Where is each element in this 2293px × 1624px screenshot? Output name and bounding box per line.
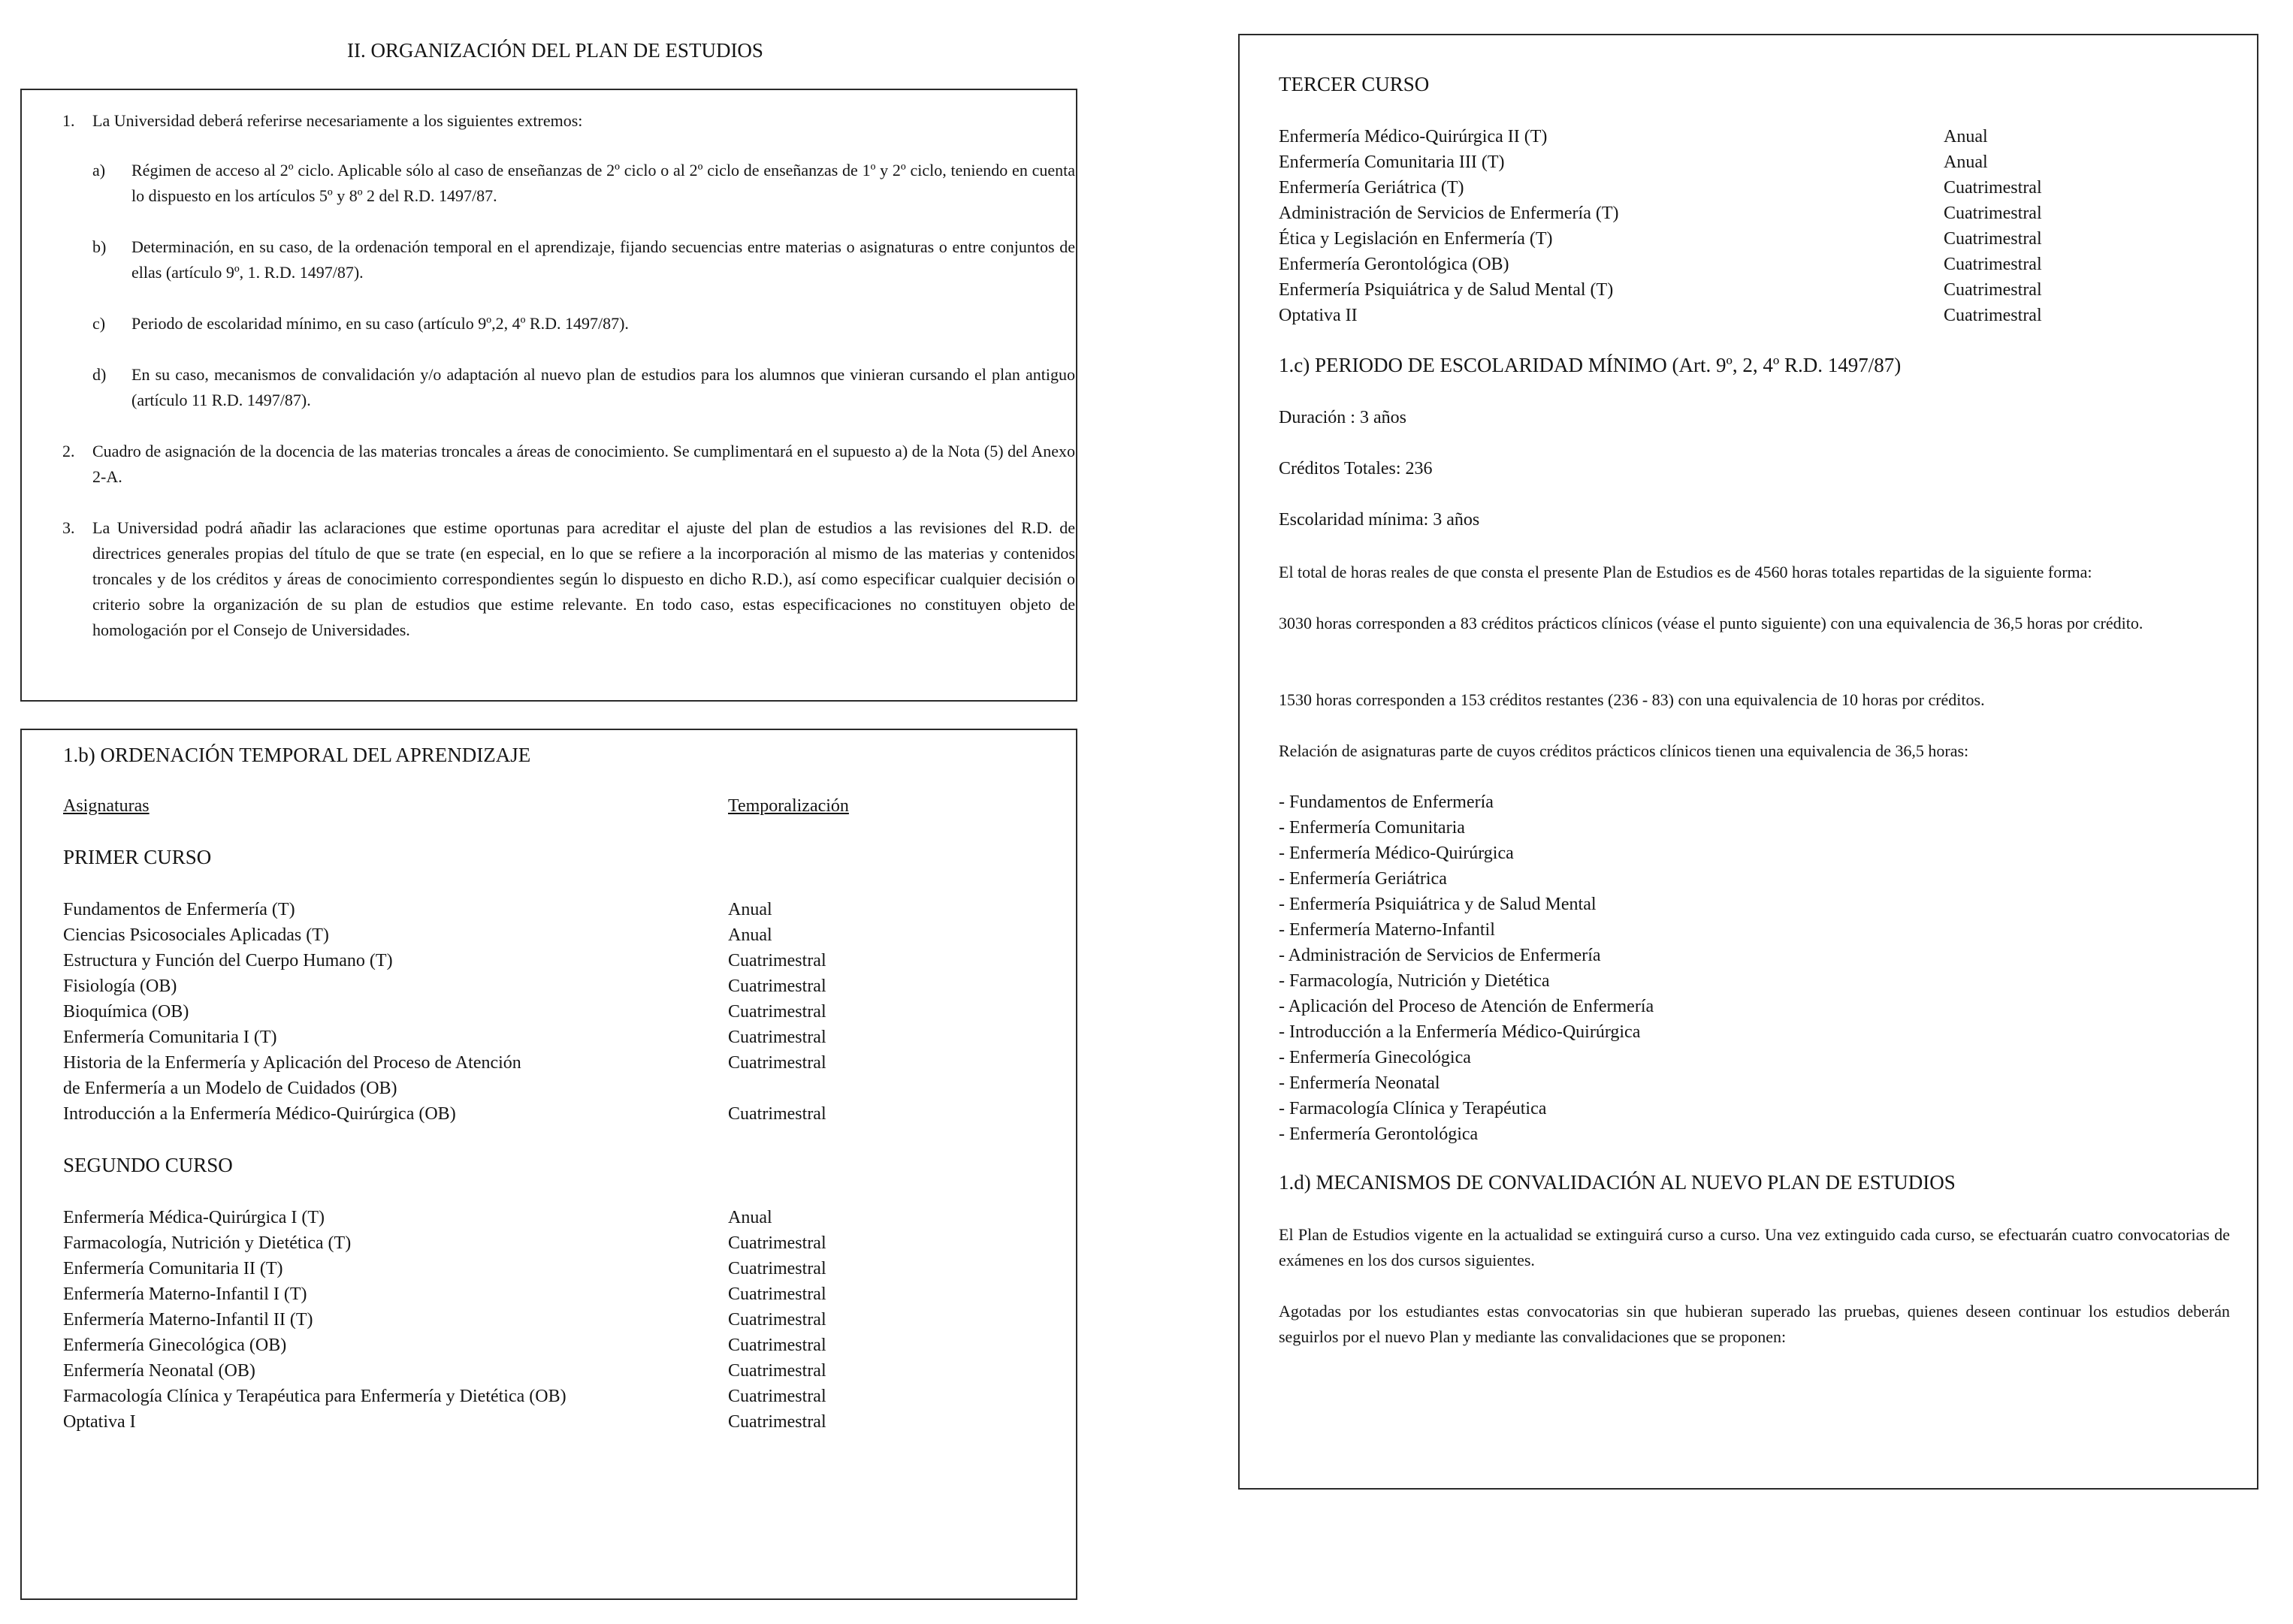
- table-row: [1279, 124, 2234, 149]
- subject-timing: Cuatrimestral: [728, 1310, 826, 1330]
- subject-timing: Anual: [728, 900, 772, 919]
- item-1b-text: Determinación, en su caso, de la ordenación temporal en el aprendizaje, fijando secuencias entre materias o asignaturas o entre conjuntos de ellas (artículo 9º, 1. R.D. 1497/87).: [131, 237, 1075, 282]
- subject-name: Enfermería Materno-Infantil I (T): [63, 1284, 307, 1304]
- item-1c-text: Periodo de escolaridad mínimo, en su caso (artículo 9º,2, 4º R.D. 1497/87).: [131, 314, 629, 333]
- list-item: - Enfermería Comunitaria: [1279, 818, 1465, 838]
- list-item: - Enfermería Gerontológica: [1279, 1124, 1479, 1144]
- subject-name: Administración de Servicios de Enfermería (T): [1279, 204, 1619, 223]
- table-row: [63, 973, 1046, 999]
- table-row: [1279, 149, 2234, 175]
- ordenacion-temporal-box: [20, 729, 1077, 1600]
- subject-timing: Cuatrimestral: [728, 1028, 826, 1047]
- item-1a-text: Régimen de acceso al 2º ciclo. Aplicable sólo al caso de enseñanzas de 2º ciclo o al 2º ciclo de enseñanzas de 1º y 2º ciclo, teniendo en cuenta lo dispuesto en los artículos 5º y 8º 2 del R.D. 1497/87.: [131, 161, 1075, 205]
- subject-name: Estructura y Función del Cuerpo Humano (T): [63, 951, 393, 970]
- subject-name: Optativa I: [63, 1412, 136, 1432]
- item-1a-letter: a): [92, 161, 106, 180]
- list-item: - Enfermería Materno-Infantil: [1279, 920, 1495, 940]
- table-row: [1279, 226, 2234, 252]
- subject-name: Historia de la Enfermería y Aplicación del Proceso de Atención: [63, 1053, 521, 1073]
- subject-name: Enfermería Médica-Quirúrgica I (T): [63, 1208, 325, 1227]
- segundo-curso-table: [63, 1205, 1046, 1445]
- subject-name: Enfermería Geriátrica (T): [1279, 178, 1464, 198]
- mecanismos-heading: 1.d) MECANISMOS DE CONVALIDACIÓN AL NUEVO PLAN DE ESTUDIOS: [1279, 1171, 1956, 1194]
- subject-timing: Cuatrimestral: [728, 1387, 826, 1406]
- right-page-box: [1238, 34, 2258, 1490]
- subject-name: Enfermería Comunitaria III (T): [1279, 152, 1505, 172]
- item-3-text: La Universidad podrá añadir las aclaraciones que estime oportunas para acreditar el ajuste del plan de estudios a las revisiones del R.D. de directrices generales propias del título de que se trate (en especial, en lo que se refiere a la incorporación al mismo de las materias y contenidos troncales y de los créditos y áreas de conocimiento correspondientes según lo dispuesto en dicho R.D.), así como especificar cualquier decisión o criterio sobre la organización de su plan de estudios que estime relevante. En todo caso, estas especificaciones no constituyen objeto de homologación por el Consejo de Universidades.: [92, 518, 1075, 639]
- subject-name: Farmacología Clínica y Terapéutica para Enfermería y Dietética (OB): [63, 1387, 566, 1406]
- subject-name: de Enfermería a un Modelo de Cuidados (OB): [63, 1079, 397, 1098]
- subject-timing: Cuatrimestral: [728, 1336, 826, 1355]
- subject-timing: Cuatrimestral: [728, 951, 826, 970]
- list-item: - Aplicación del Proceso de Atención de Enfermería: [1279, 997, 1654, 1016]
- table-row: [63, 922, 1046, 948]
- subject-name: Farmacología, Nutrición y Dietética (T): [63, 1233, 352, 1253]
- escolaridad-text: Escolaridad mínima: 3 años: [1279, 510, 1480, 530]
- table-row: [63, 1358, 1046, 1384]
- subject-timing: Cuatrimestral: [728, 1284, 826, 1304]
- mecanismos-paragraph-2: Agotadas por los estudiantes estas convocatorias sin que hubieran superado las pruebas, quienes deseen continuar los estudios deberán seguirlos por el nuevo Plan y mediante las convalidaciones que se proponen:: [1279, 1302, 2230, 1346]
- subject-timing: Anual: [728, 925, 772, 945]
- tercer-curso-heading: TERCER CURSO: [1279, 73, 1430, 95]
- subject-timing: Cuatrimestral: [728, 1361, 826, 1381]
- subject-name: Fundamentos de Enfermería (T): [63, 900, 295, 919]
- table-row: [63, 897, 1046, 922]
- table-row: [63, 1256, 1046, 1281]
- table-row: [63, 948, 1046, 973]
- table-row: [1279, 277, 2234, 303]
- col-asignaturas-header: Asignaturas: [63, 796, 150, 816]
- table-row: [63, 1205, 1046, 1230]
- subject-timing: Cuatrimestral: [728, 1259, 826, 1278]
- subject-timing: Cuatrimestral: [728, 1053, 826, 1073]
- duracion-text: Duración : 3 años: [1279, 408, 1406, 427]
- creditos-text: Créditos Totales: 236: [1279, 459, 1433, 478]
- item-2-text: Cuadro de asignación de la docencia de las materias troncales a áreas de conocimiento. Se cumplimentará en el supuesto a) de la Nota (5) del Anexo 2-A.: [92, 442, 1075, 486]
- item-1d-text: En su caso, mecanismos de convalidación y/o adaptación al nuevo plan de estudios para los alumnos que vinieran cursando el plan antiguo (artículo 11 R.D. 1497/87).: [131, 365, 1075, 409]
- list-item: - Farmacología, Nutrición y Dietética: [1279, 971, 1550, 991]
- section-title: II. ORGANIZACIÓN DEL PLAN DE ESTUDIOS: [347, 39, 763, 62]
- subject-timing: Anual: [1944, 152, 1988, 172]
- subject-timing: Cuatrimestral: [1944, 229, 2042, 249]
- subject-name: Ética y Legislación en Enfermería (T): [1279, 229, 1553, 249]
- horas-3030-text: 3030 horas corresponden a 83 créditos prácticos clínicos (véase el punto siguiente) con una equivalencia de 36,5 horas por crédito.: [1279, 614, 2143, 632]
- primer-curso-table: [63, 897, 1046, 1137]
- relacion-text: Relación de asignaturas parte de cuyos créditos prácticos clínicos tienen una equivalencia de 36,5 horas:: [1279, 741, 1969, 760]
- horas-total-text: El total de horas reales de que consta el presente Plan de Estudios es de 4560 horas totales repartidas de la siguiente forma:: [1279, 563, 2092, 581]
- tercer-curso-table: [1279, 124, 2234, 342]
- item-1b-letter: b): [92, 237, 107, 256]
- item-1d-letter: d): [92, 365, 107, 384]
- periodo-heading: 1.c) PERIODO DE ESCOLARIDAD MÍNIMO (Art. 9º, 2, 4º R.D. 1497/87): [1279, 354, 1902, 376]
- item-2-number: 2.: [62, 442, 75, 460]
- subject-timing: Cuatrimestral: [1944, 178, 2042, 198]
- ordenacion-title: 1.b) ORDENACIÓN TEMPORAL DEL APRENDIZAJE: [63, 744, 531, 766]
- list-item: - Farmacología Clínica y Terapéutica: [1279, 1099, 1547, 1118]
- table-row: [63, 1101, 1046, 1127]
- list-item: - Enfermería Psiquiátrica y de Salud Mental: [1279, 895, 1597, 914]
- subject-name: Enfermería Comunitaria I (T): [63, 1028, 277, 1047]
- list-item: - Administración de Servicios de Enfermería: [1279, 946, 1601, 965]
- subject-name: Enfermería Neonatal (OB): [63, 1361, 255, 1381]
- subject-timing: Cuatrimestral: [728, 1233, 826, 1253]
- subject-name: Enfermería Ginecológica (OB): [63, 1336, 287, 1355]
- segundo-curso-heading: SEGUNDO CURSO: [63, 1154, 233, 1176]
- table-row: [63, 1230, 1046, 1256]
- subject-timing: Cuatrimestral: [1944, 306, 2042, 325]
- table-row: [63, 1076, 1046, 1101]
- subject-timing: Cuatrimestral: [1944, 280, 2042, 300]
- item-1c-letter: c): [92, 314, 106, 333]
- list-item: - Enfermería Geriátrica: [1279, 869, 1447, 889]
- subject-name: Enfermería Materno-Infantil II (T): [63, 1310, 313, 1330]
- subjects-list: [1279, 789, 1805, 1150]
- table-row: [1279, 201, 2234, 226]
- list-item: - Enfermería Ginecológica: [1279, 1048, 1471, 1067]
- subject-timing: Cuatrimestral: [1944, 204, 2042, 223]
- list-item: - Enfermería Médico-Quirúrgica: [1279, 844, 1514, 863]
- table-row: [1279, 252, 2234, 277]
- col-temporalizacion-header: Temporalización: [728, 796, 849, 816]
- subject-name: Ciencias Psicosociales Aplicadas (T): [63, 925, 329, 945]
- subject-timing: Cuatrimestral: [728, 977, 826, 996]
- subject-name: Enfermería Médico-Quirúrgica II (T): [1279, 127, 1548, 146]
- subject-name: Optativa II: [1279, 306, 1358, 325]
- subject-timing: Cuatrimestral: [728, 1002, 826, 1022]
- subject-timing: Anual: [1944, 127, 1988, 146]
- table-row: [63, 1409, 1046, 1435]
- table-row: [63, 1384, 1046, 1409]
- primer-curso-heading: PRIMER CURSO: [63, 846, 212, 868]
- subject-name: Fisiología (OB): [63, 977, 177, 996]
- subject-timing: Cuatrimestral: [1944, 255, 2042, 274]
- subject-timing: Anual: [728, 1208, 772, 1227]
- item-3-number: 3.: [62, 518, 75, 537]
- item-1-text: La Universidad deberá referirse necesariamente a los siguientes extremos:: [92, 111, 583, 130]
- table-row: [1279, 175, 2234, 201]
- subject-name: Enfermería Psiquiátrica y de Salud Mental (T): [1279, 280, 1614, 300]
- list-item: - Fundamentos de Enfermería: [1279, 792, 1494, 812]
- subject-name: Bioquímica (OB): [63, 1002, 189, 1022]
- table-row: [63, 1307, 1046, 1333]
- horas-1530-text: 1530 horas corresponden a 153 créditos restantes (236 - 83) con una equivalencia de 10 horas por créditos.: [1279, 690, 1985, 709]
- table-row: [63, 1050, 1046, 1076]
- item-1-number: 1.: [62, 111, 75, 130]
- table-row: [63, 1025, 1046, 1050]
- table-row: [63, 1333, 1046, 1358]
- subject-timing: Cuatrimestral: [728, 1104, 826, 1124]
- subject-name: Enfermería Gerontológica (OB): [1279, 255, 1509, 274]
- subject-timing: Cuatrimestral: [728, 1412, 826, 1432]
- table-row: [63, 1281, 1046, 1307]
- list-item: - Enfermería Neonatal: [1279, 1073, 1440, 1093]
- mecanismos-paragraph-1: El Plan de Estudios vigente en la actualidad se extinguirá curso a curso. Una vez extinguido cada curso, se efectuarán cuatro convocatorias de exámenes en los dos cursos siguientes.: [1279, 1225, 2230, 1269]
- subject-name: Enfermería Comunitaria II (T): [63, 1259, 283, 1278]
- requirements-box: [20, 89, 1077, 702]
- list-item: - Introducción a la Enfermería Médico-Quirúrgica: [1279, 1022, 1641, 1042]
- subject-name: Introducción a la Enfermería Médico-Quirúrgica (OB): [63, 1104, 456, 1124]
- table-row: [63, 999, 1046, 1025]
- table-row: [1279, 303, 2234, 328]
